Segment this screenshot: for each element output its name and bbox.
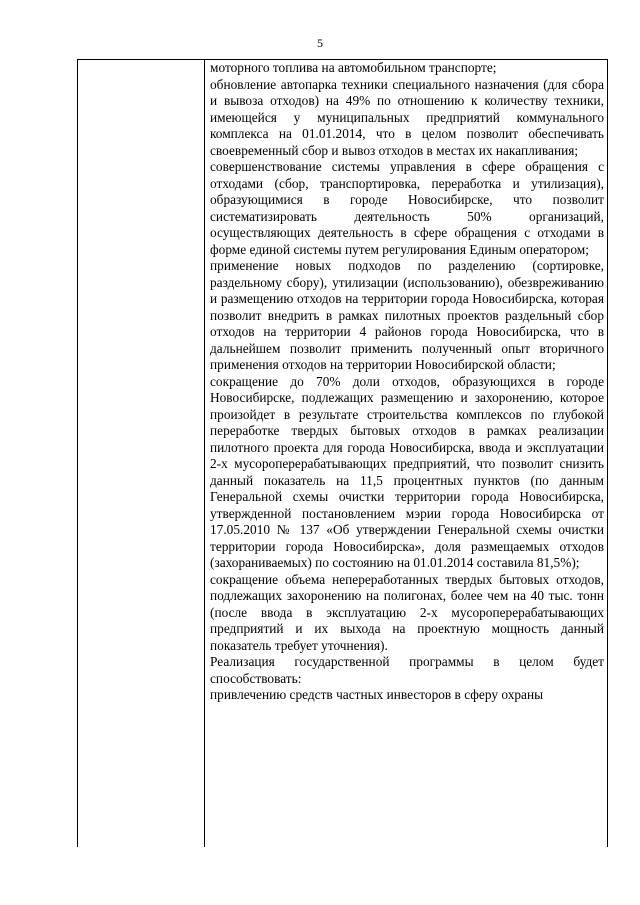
- paragraph-5: сокращение до 70% доли отходов, образующихся в городе Новосибирске, подлежащих размещению и захоронению, которое произойдет в результате строительства комплексов по глубокой переработке твердых бытовых отходов в рамках реализации пилотного проекта для города Новосибирска, ввода и эксплуатации 2-х мусороперерабатывающих предприятий, что позволит снизить данный показатель на 11,5 процентных пунктов (по данным Генеральной схемы очистки территории города Новосибирска, утвержденной постановлением мэрии города Новосибирска от 17.05.2010 № 137 «Об утверждении Генеральной схемы очистки территории города Новосибирска», доля размещаемых отходов (захораниваемых) по состоянию на 01.01.2014 составила 81,5%);: [210, 373, 604, 570]
- paragraph-7: Реализация государственной программы в целом будет способствовать:: [210, 654, 604, 686]
- page-number: 5: [317, 36, 323, 50]
- paragraph-2: обновление автопарка техники специального назначения (для сбора и вывоза отходов) на 49% по отношению к количеству техники, имеющейся у муниципальных предприятий коммунального комплекса на 01.01.2014, что в целом позволит обеспечивать своевременный сбор и вывоз отходов в местах их накапливания;: [210, 76, 604, 158]
- paragraph-3: совершенствование системы управления в сфере обращения с отходами (сбор, транспортировка, переработка и утилизация), образующимися в городе Новосибирске, что позволит систематизировать деятельность 50% организаций, осуществляющих деятельность в сфере обращения с отходами в форме единой системы путем регулирования Единым оператором;: [210, 159, 604, 257]
- paragraph-4: применение новых подходов по разделению (сортировке, раздельному сбору), утилизации (использованию), обезвреживанию и размещению отходов на территории города Новосибирска, которая позволит внедрить в рамках пилотных проектов раздельный сбор отходов на территории 4 районов города Новосибирска, что в дальнейшем позволит применить полученный опыт вторичного применения отходов на территории Новосибирской области;: [210, 258, 604, 372]
- paragraph-8: привлечению средств частных инвесторов в сферу охраны: [210, 687, 544, 702]
- table-left-column: [78, 60, 205, 847]
- paragraph-1: моторного топлива на автомобильном транспорте;: [210, 60, 497, 75]
- paragraph-6: сокращение объема непереработанных твердых бытовых отходов, подлежащих захоронению на полигонах, более чем на 40 тыс. тонн (после ввода в эксплуатацию 2-х мусороперерабатывающих предприятий и их выхода на проектную мощность данный показатель требует уточнения).: [210, 571, 604, 653]
- table-right-column: [205, 60, 608, 847]
- document-table: [77, 59, 608, 847]
